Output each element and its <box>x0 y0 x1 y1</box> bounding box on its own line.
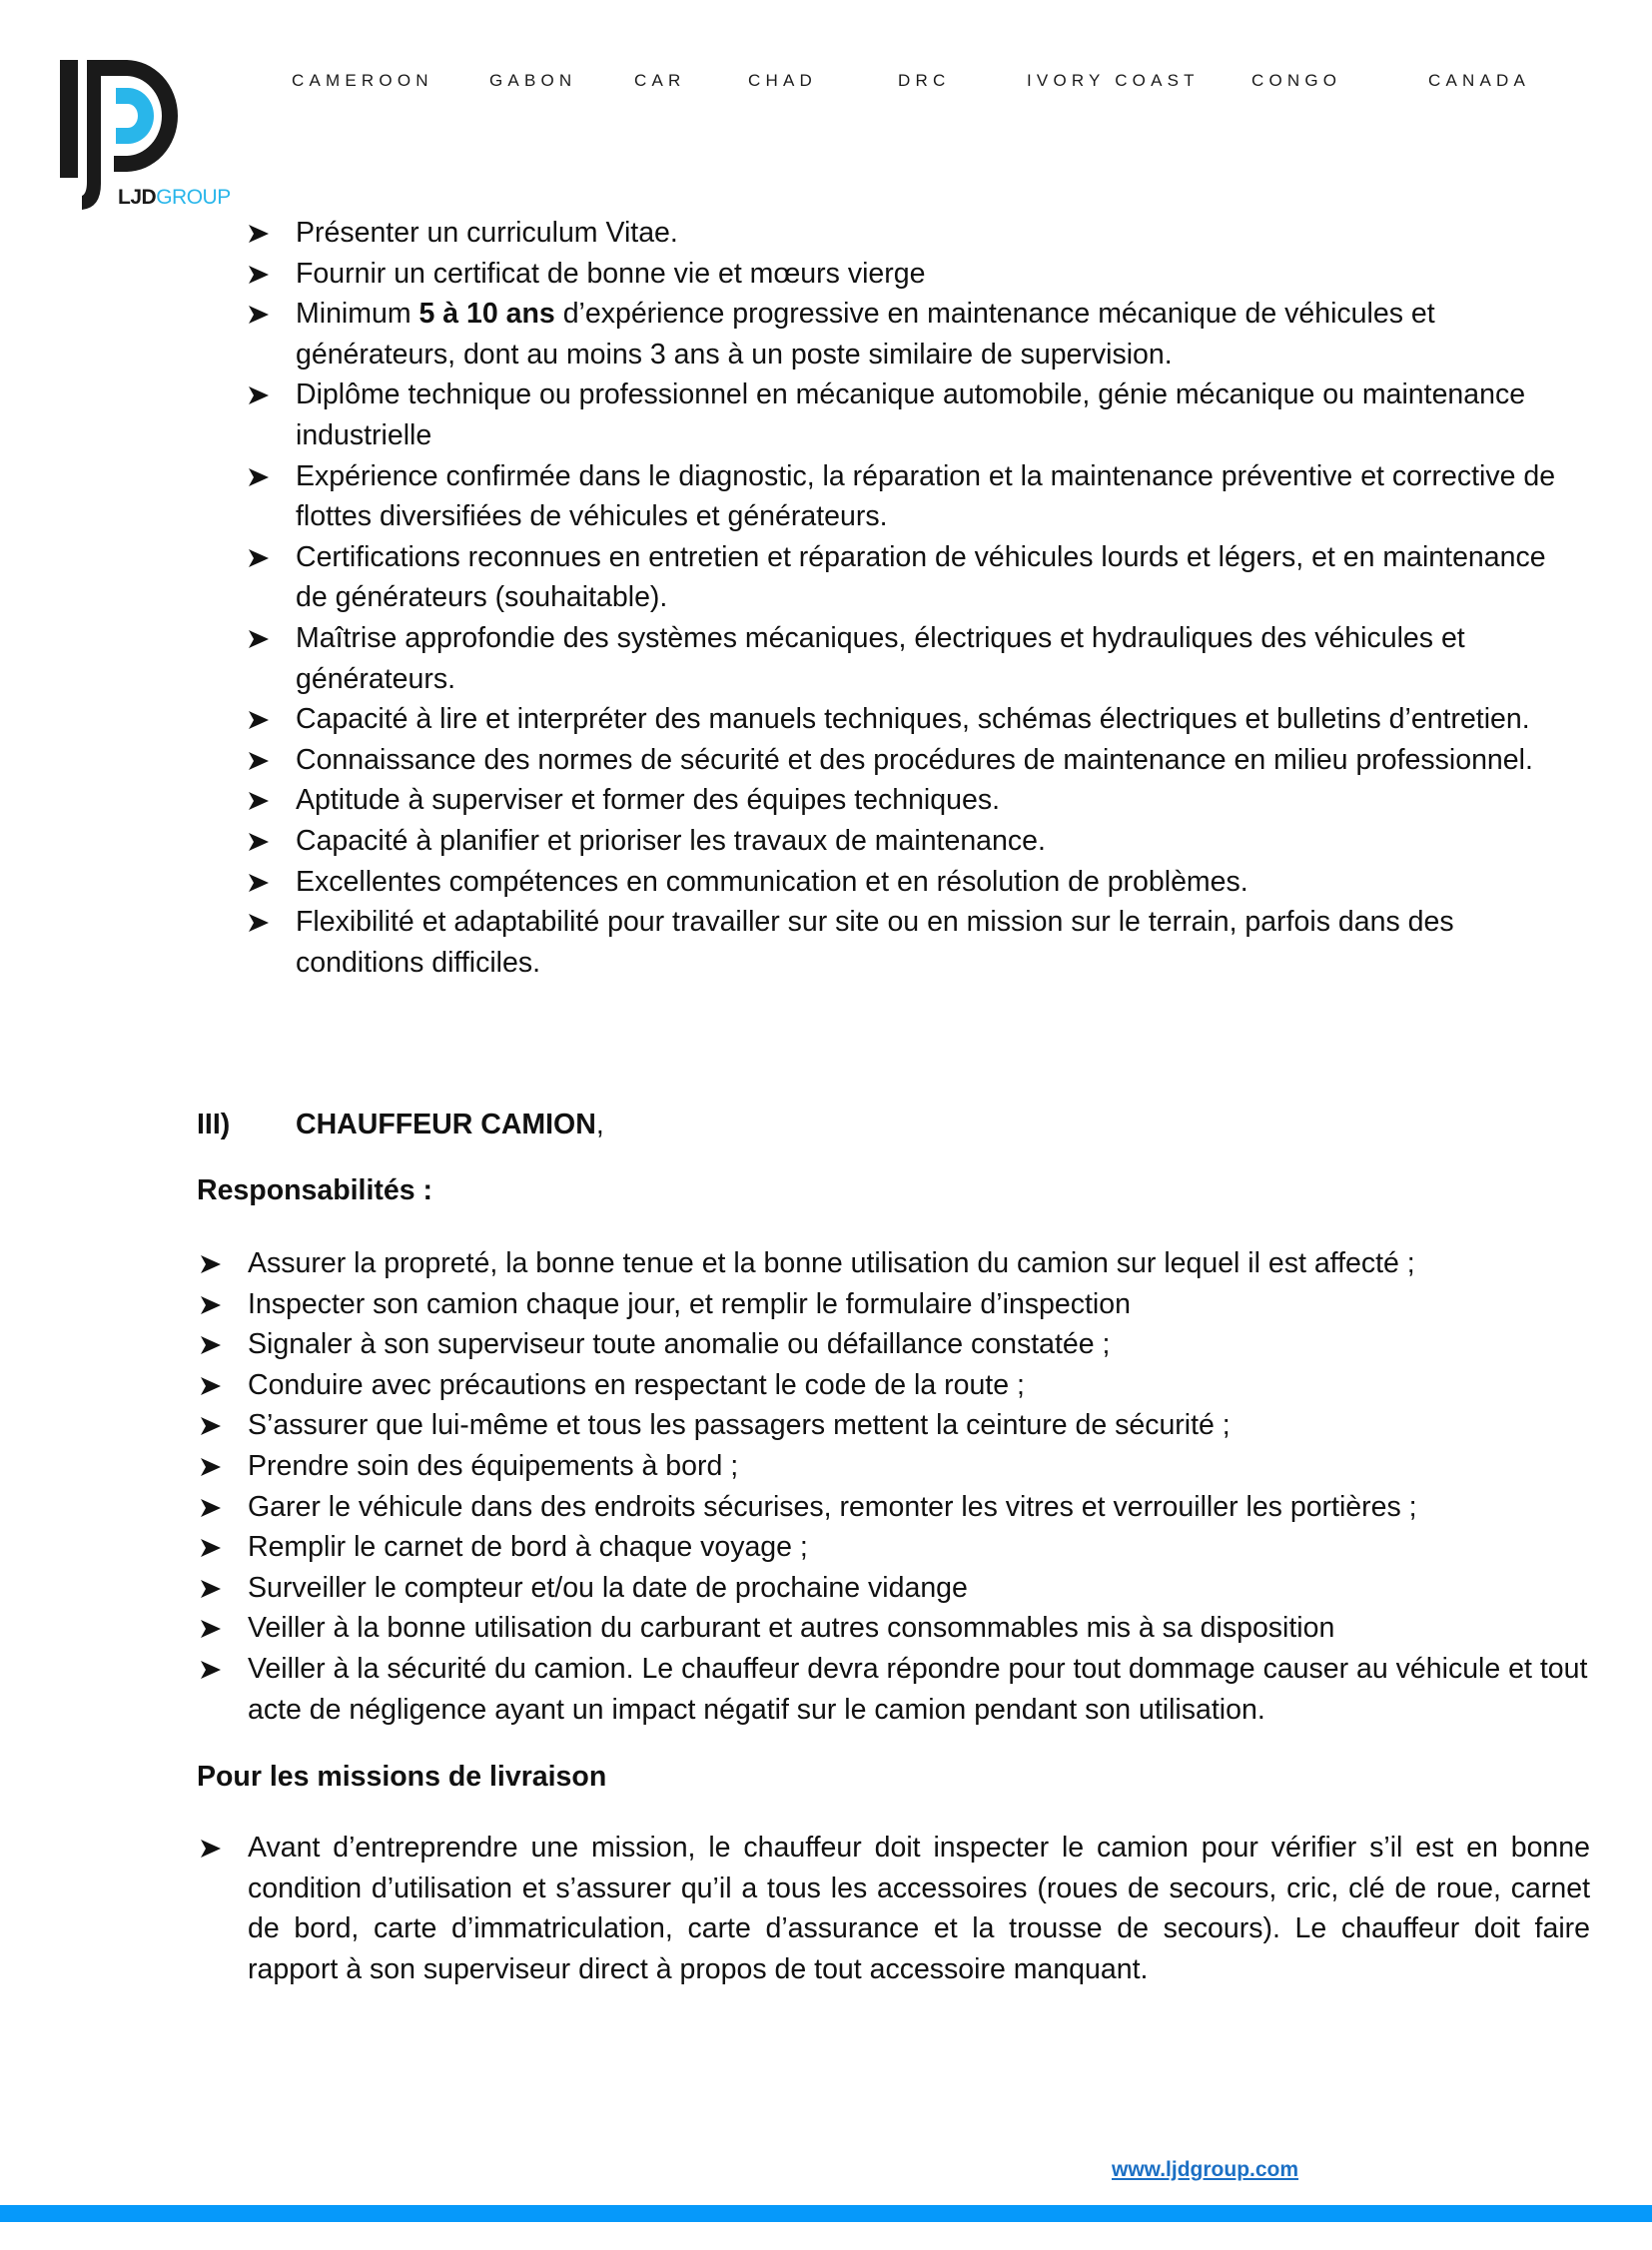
arrow-bullet-icon <box>200 1619 222 1639</box>
list-item <box>200 1487 1598 1528</box>
list-item-text: Surveiller le compteur et/ou la date de prochaine vidange <box>248 1571 968 1604</box>
arrow-bullet-icon <box>200 1335 222 1355</box>
list-item <box>200 1365 1598 1406</box>
list-item-text: Garer le véhicule dans des endroits sécurises, remonter les vitres et verrouiller les portières ; <box>248 1490 1417 1523</box>
list-item <box>248 862 1576 903</box>
arrow-bullet-icon <box>200 1660 222 1680</box>
list-item-text-post: d’expérience progressive en maintenance mécanique de véhicules et générateurs, dont au moins 3 ans à un poste similaire de supervision. <box>296 298 1435 371</box>
list-item <box>248 618 1576 699</box>
list-item-text: Prendre soin des équipements à bord ; <box>248 1449 739 1482</box>
logo-wordmark-group: GROUP <box>156 186 231 209</box>
website-link[interactable]: www.ljdgroup.com <box>1112 2158 1299 2181</box>
list-item <box>200 1243 1598 1284</box>
list-item-text: Conduire avec précautions en respectant le code de la route ; <box>248 1368 1025 1401</box>
list-item <box>248 740 1576 781</box>
list-item <box>248 375 1576 455</box>
list-item-text: Diplôme technique ou professionnel en mécanique automobile, génie mécanique ou maintenance industrielle <box>296 378 1526 451</box>
list-item-text-bold: 5 à 10 ans <box>418 298 555 331</box>
delivery-missions-heading: Pour les missions de livraison <box>197 1761 607 1793</box>
list-item <box>248 902 1576 983</box>
country-nav <box>0 71 1652 95</box>
arrow-bullet-icon <box>248 265 270 285</box>
arrow-bullet-icon <box>200 1376 222 1396</box>
arrow-bullet-icon <box>200 1457 222 1477</box>
arrow-bullet-icon <box>200 1295 222 1315</box>
arrow-bullet-icon <box>248 629 270 649</box>
list-item <box>200 1284 1598 1325</box>
section-title: CHAUFFEUR CAMION <box>296 1109 596 1140</box>
section-number: III) <box>197 1109 231 1140</box>
arrow-bullet-icon <box>248 832 270 852</box>
list-item-text: Maîtrise approfondie des systèmes mécaniques, électriques et hydrauliques des véhicules et générateurs. <box>296 621 1465 695</box>
nav-item-ivory-coast[interactable]: IVORY COAST <box>1027 71 1200 90</box>
nav-item-congo[interactable]: CONGO <box>1251 71 1342 90</box>
list-item-text-pre: Minimum <box>296 298 419 331</box>
nav-item-drc[interactable]: DRC <box>898 71 951 90</box>
list-item-text: S’assurer que lui-même et tous les passagers mettent la ceinture de sécurité ; <box>248 1409 1231 1442</box>
list-item <box>248 254 1576 295</box>
list-item <box>248 780 1576 821</box>
list-item-text: Veiller à la sécurité du camion. Le chauffeur devra répondre pour tout dommage causer au véhicule et tout acte de négligence ayant un impact négatif sur le camion pendant son utilisation. <box>248 1652 1588 1726</box>
list-item <box>248 699 1576 740</box>
nav-item-car[interactable]: CAR <box>634 71 686 90</box>
list-item-text: Veiller à la bonne utilisation du carburant et autres consommables mis à sa disposition <box>248 1612 1335 1645</box>
list-item <box>248 537 1576 618</box>
list-item-text: Flexibilité et adaptabilité pour travailler sur site ou en mission sur le terrain, parfois dans des conditions difficiles. <box>296 906 1454 979</box>
arrow-bullet-icon <box>248 710 270 730</box>
delivery-missions-list <box>200 1828 1590 1989</box>
arrow-bullet-icon <box>248 224 270 244</box>
list-item <box>200 1608 1598 1649</box>
list-item-text: Fournir un certificat de bonne vie et mœurs vierge <box>296 257 926 290</box>
list-item <box>248 213 1576 254</box>
list-item <box>200 1324 1598 1365</box>
arrow-bullet-icon <box>200 1839 222 1859</box>
list-item-text: Remplir le carnet de bord à chaque voyage ; <box>248 1531 808 1564</box>
list-item-text: Inspecter son camion chaque jour, et remplir le formulaire d’inspection <box>248 1287 1131 1320</box>
logo-wordmark <box>118 186 231 210</box>
section-title-suffix: , <box>595 1109 604 1140</box>
list-item <box>248 294 1576 375</box>
list-item <box>248 456 1576 537</box>
list-item <box>200 1828 1590 1989</box>
list-item <box>200 1527 1598 1568</box>
requirements-list <box>248 213 1576 983</box>
list-item <box>200 1405 1598 1446</box>
list-item <box>200 1649 1598 1730</box>
arrow-bullet-icon <box>248 467 270 487</box>
list-item-text: Assurer la propreté, la bonne tenue et la bonne utilisation du camion sur lequel il est affecté ; <box>248 1247 1415 1279</box>
list-item-text: Capacité à planifier et prioriser les travaux de maintenance. <box>296 824 1046 857</box>
nav-item-gabon[interactable]: GABON <box>489 71 577 90</box>
arrow-bullet-icon <box>248 913 270 933</box>
nav-item-cameroon[interactable]: CAMEROON <box>292 71 433 90</box>
list-item-text: Présenter un curriculum Vitae. <box>296 217 678 249</box>
arrow-bullet-icon <box>200 1416 222 1436</box>
arrow-bullet-icon <box>248 791 270 811</box>
arrow-bullet-icon <box>200 1538 222 1558</box>
arrow-bullet-icon <box>200 1579 222 1599</box>
arrow-bullet-icon <box>248 751 270 771</box>
list-item-text: Aptitude à superviser et former des équipes techniques. <box>296 784 1000 817</box>
arrow-bullet-icon <box>248 385 270 405</box>
list-item <box>248 821 1576 862</box>
list-item <box>200 1446 1598 1487</box>
list-item-text: Signaler à son superviseur toute anomalie ou défaillance constatée ; <box>248 1328 1111 1361</box>
list-item-text: Connaissance des normes de sécurité et des procédures de maintenance en milieu professionnel. <box>296 743 1533 776</box>
nav-item-chad[interactable]: CHAD <box>748 71 817 90</box>
list-item-text: Certifications reconnues en entretien et réparation de véhicules lourds et légers, et en maintenance de générateurs (souhaitable). <box>296 540 1546 614</box>
arrow-bullet-icon <box>248 873 270 893</box>
arrow-bullet-icon <box>248 548 270 568</box>
list-item-text: Avant d’entreprendre une mission, le chauffeur doit inspecter le camion pour vérifier s’il est en bonne condition d’utilisation et s’assurer qu’il a tous les accessoires (roues de secours, cric, clé de roue, carnet de bord, carte d’immatriculation, carte d’assurance et la trousse de secours). Le chauffeur doit faire rapport à son superviseur direct à propos de tout accessoire manquant. <box>248 1832 1590 1985</box>
list-item-text: Capacité à lire et interpréter des manuels techniques, schémas électriques et bulletins d’entretien. <box>296 703 1530 736</box>
footer-accent-bar <box>0 2205 1652 2222</box>
nav-item-canada[interactable]: CANADA <box>1428 71 1531 90</box>
list-item <box>200 1568 1598 1609</box>
arrow-bullet-icon <box>248 305 270 325</box>
arrow-bullet-icon <box>200 1254 222 1274</box>
responsibilities-heading: Responsabilités : <box>197 1174 432 1206</box>
logo-wordmark-ljd: LJD <box>118 186 157 209</box>
arrow-bullet-icon <box>200 1498 222 1518</box>
section-heading-chauffeur-camion <box>197 1109 604 1141</box>
list-item-text: Expérience confirmée dans le diagnostic, la réparation et la maintenance préventive et corrective de flottes diversifiées de véhicules et générateurs. <box>296 459 1556 533</box>
responsibilities-list <box>200 1243 1598 1730</box>
list-item-text: Excellentes compétences en communication et en résolution de problèmes. <box>296 865 1248 898</box>
